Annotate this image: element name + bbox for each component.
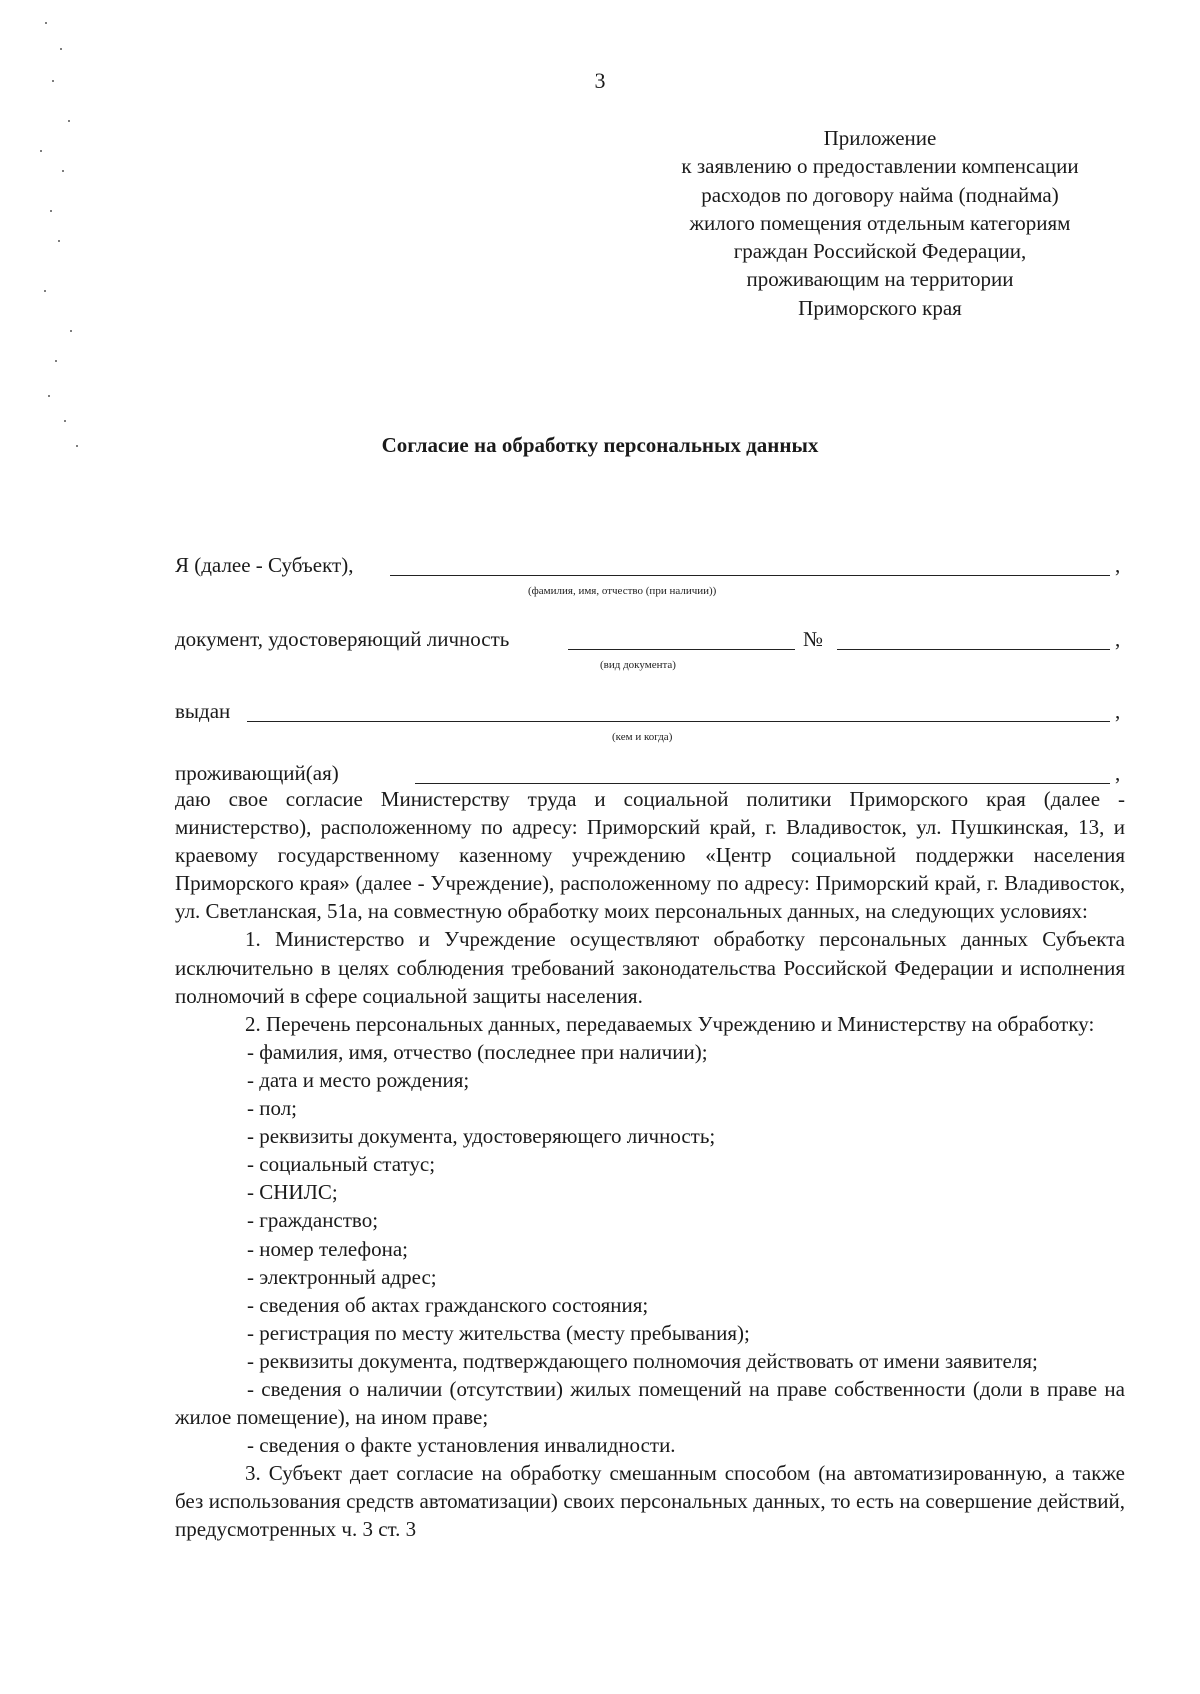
subject-field [175,552,1125,582]
appendix-line: жилого помещения отдельным категориям [689,210,1071,235]
appendix-line: к заявлению о предоставлении компенсации [681,154,1079,179]
comma: , [1115,699,1121,723]
residing-blank[interactable] [415,783,1110,784]
list-item: - СНИЛС; [247,1180,338,1205]
list-item: - номер телефона; [247,1236,408,1261]
list-item: - регистрация по месту жительства (месту пребывания); [247,1320,750,1345]
document-number-blank[interactable] [837,649,1110,650]
paragraph-2: 2. Перечень персональных данных, передаваемых Учреждению и Министерству на обработку: [245,1011,1095,1036]
document-type-blank[interactable] [568,649,795,650]
subject-label: Я (далее - Субъект), [175,553,354,577]
subject-hint: (фамилия, имя, отчество (при наличии)) [528,585,717,597]
appendix-line: проживающим на территории [746,267,1014,292]
appendix-line: Приложение [823,126,937,150]
list-item: - фамилия, имя, отчество (последнее при наличии); [247,1039,708,1064]
document-field [175,626,1125,656]
list-item: - реквизиты документа, удостоверяющего личность; [247,1124,716,1149]
appendix-line: Приморского края [798,295,962,320]
appendix-line: расходов по договору найма (поднайма) [701,182,1059,207]
comma: , [1115,761,1121,785]
document-title: Согласие на обработку персональных данных [381,433,819,457]
residing-label: проживающий(ая) [175,761,339,785]
list-item: - гражданство; [247,1208,379,1233]
appendix-line: граждан Российской Федерации, [733,239,1027,264]
list-item: - реквизиты документа, подтверждающего полномочия действовать от имени заявителя; [247,1348,1038,1373]
list-item: - сведения об актах гражданского состояния; [247,1292,649,1317]
number-sign: № [803,627,824,651]
list-item: - пол; [247,1096,298,1121]
list-item: - дата и место рождения; [247,1067,470,1092]
list-item: - электронный адрес; [247,1264,437,1289]
issued-hint: (кем и когда) [612,731,673,743]
page-number: 3 [594,68,606,93]
list-item: - сведения о факте установления инвалидности. [247,1433,676,1458]
list-item: - социальный статус; [247,1152,436,1177]
document-label: документ, удостоверяющий личность [175,627,510,651]
subject-blank[interactable] [390,575,1110,576]
comma: , [1115,553,1121,577]
document-hint: (вид документа) [600,659,676,671]
issued-blank[interactable] [247,721,1110,722]
paragraph-consent: даю свое согласие Министерству труда и социальной политики Приморского края (далее - министерство), расположенному по адресу: Приморский край, г. Владивосток, ул. Пушкинская, 13, и краевому государственному казенному учреждению «Центр социальной поддержки населения Приморского края» (далее - Учреждение), расположенному по адресу: Приморский край, г. Владивосток, ул. Светланская, 51а, на совместную обработку моих персональных данных, на следующих условиях: [175,787,1125,924]
consent-body [175,785,1125,1544]
issued-label: выдан [175,699,231,723]
paragraph-1: 1. Министерство и Учреждение осуществляют обработку персональных данных Субъекта исключительно в целях соблюдения требований законодательства Российской Федерации и исполнения полномочий в сфере социальной защиты населения. [175,927,1125,1008]
paragraph-3: 3. Субъект дает согласие на обработку смешанным способом (на автоматизированную, а также без использования средств автоматизации) своих персональных данных, то есть на совершение действий, предусмотренных ч. 3 ст. 3 [175,1461,1125,1542]
comma: , [1115,627,1121,651]
issued-field [175,698,1125,728]
appendix-header [645,124,1115,322]
list-item: - сведения о наличии (отсутствии) жилых помещений на праве собственности (доли в праве на жилое помещение), на ином праве; [175,1376,1125,1430]
